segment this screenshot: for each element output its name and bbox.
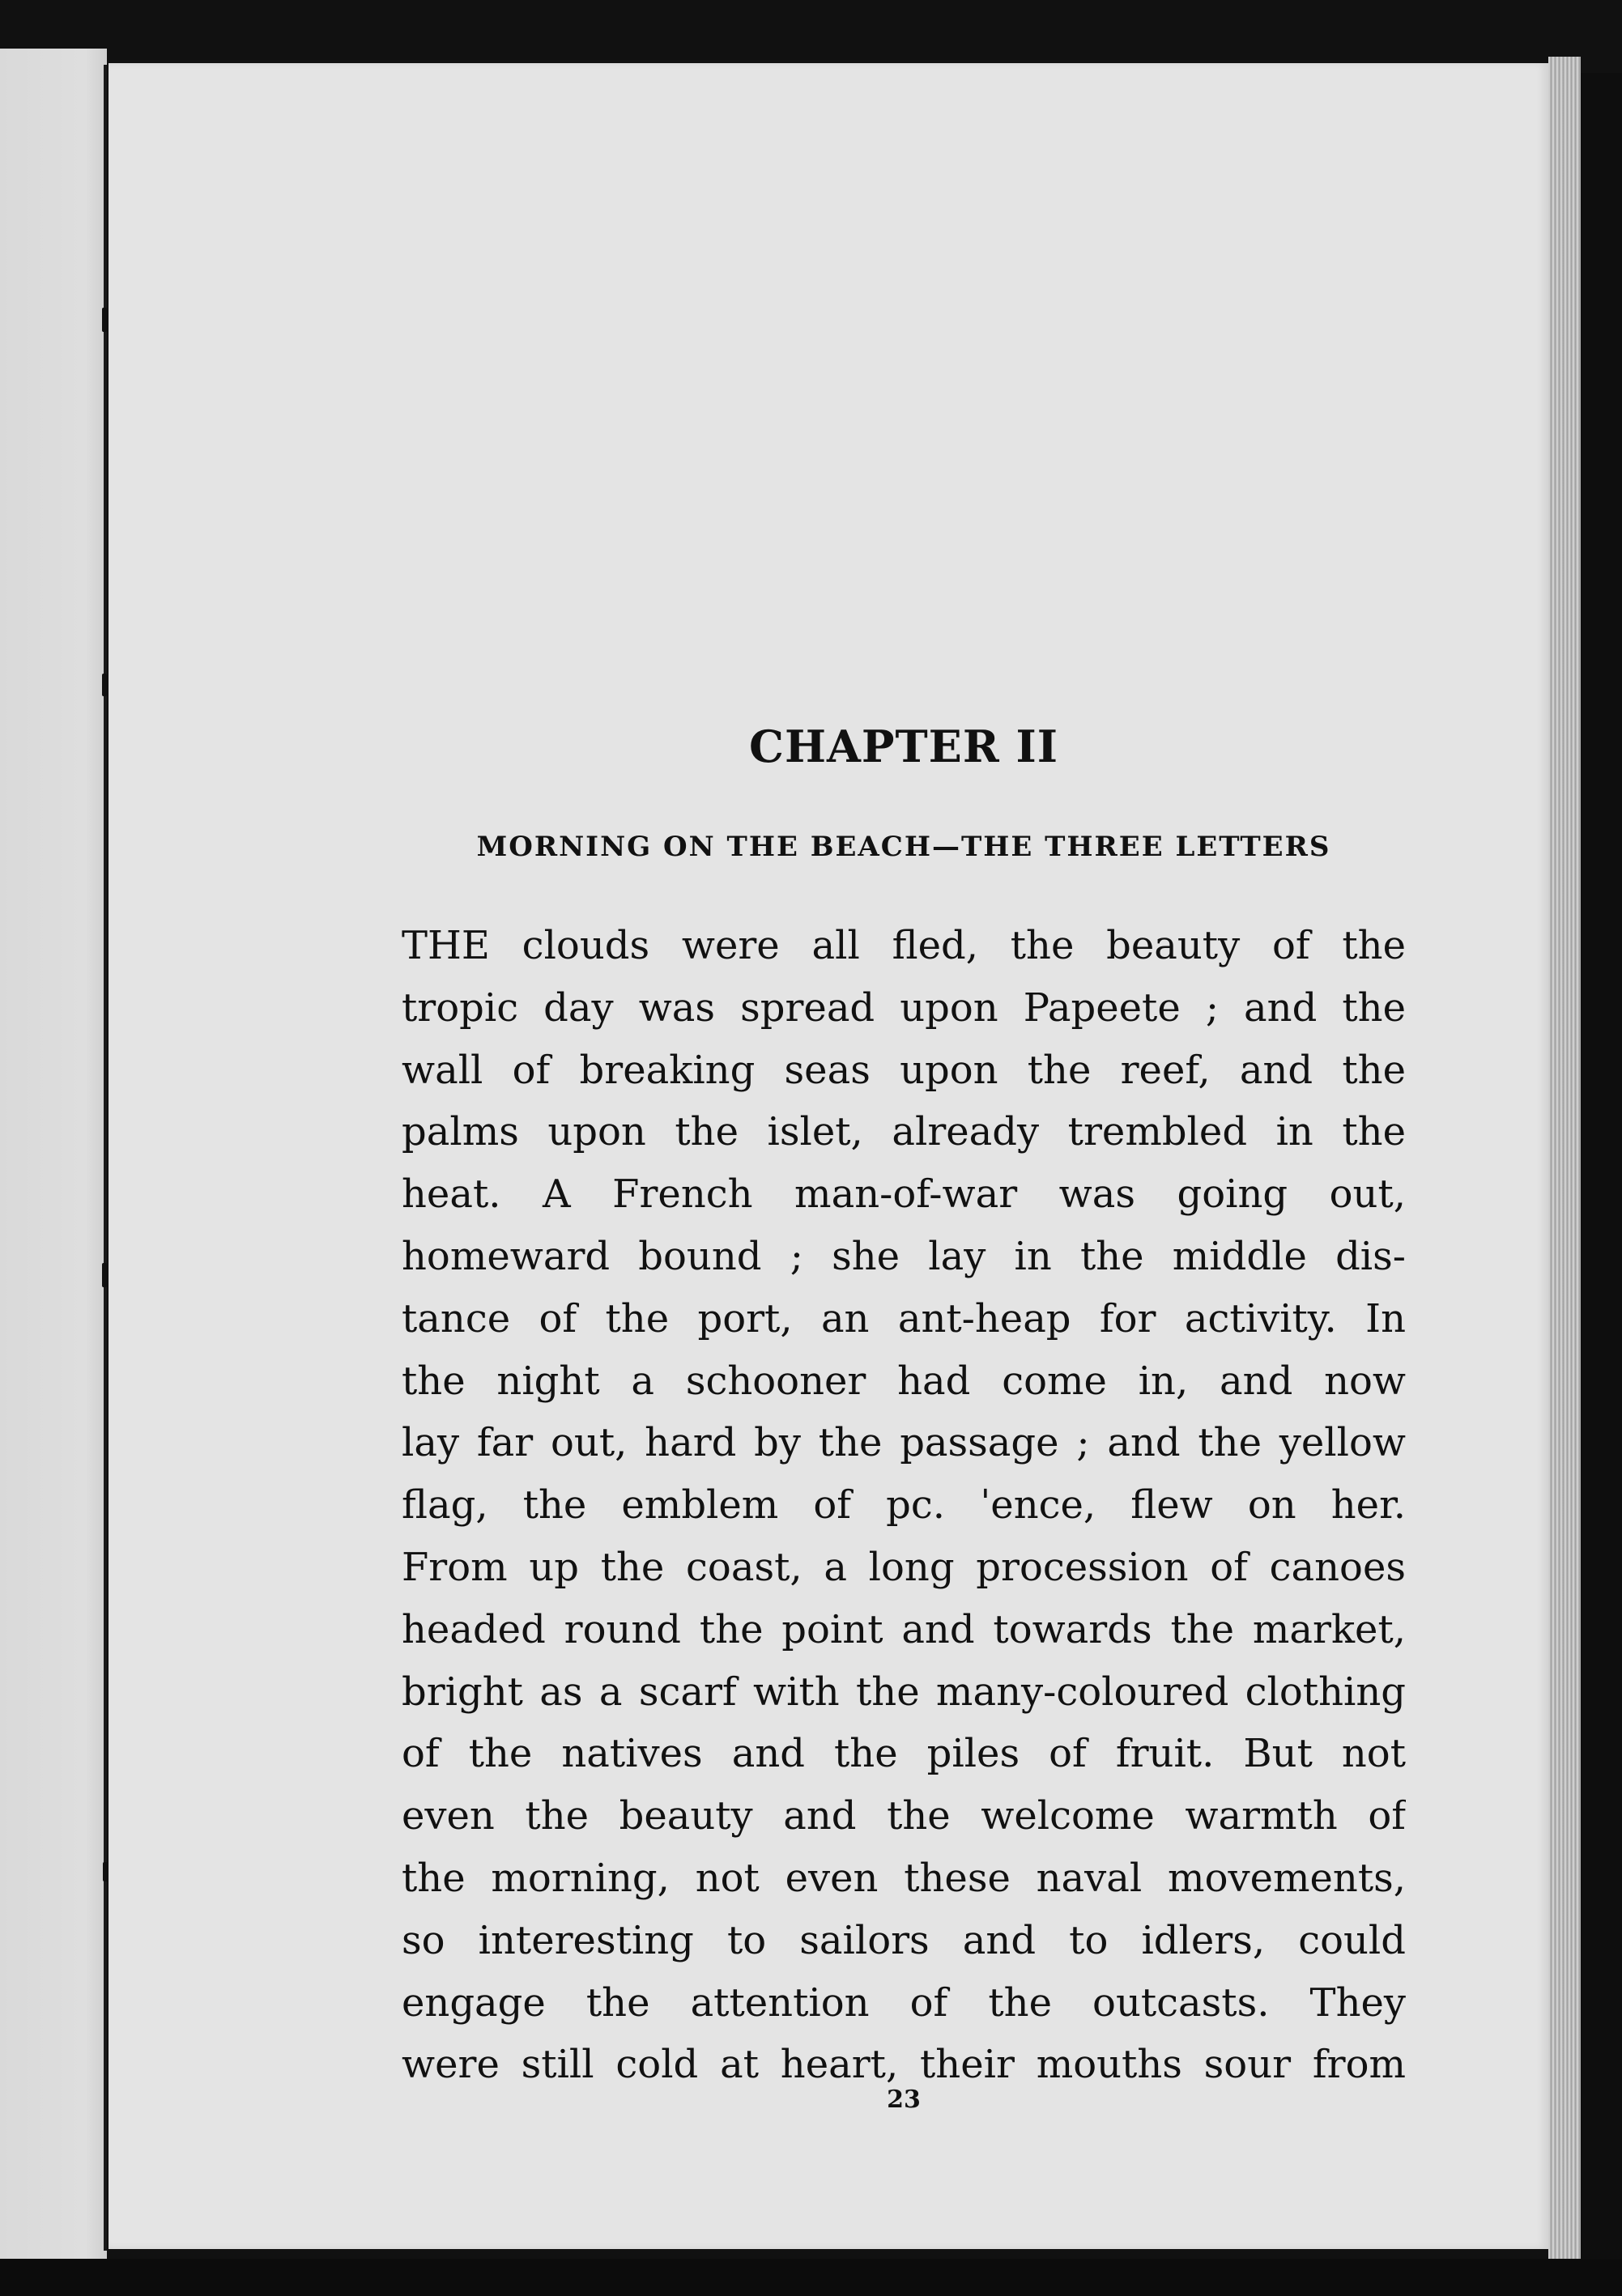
facing-page-edge — [0, 49, 107, 2267]
text-line: homeward bound ; she lay in the middle dis- — [402, 1233, 1406, 1279]
page-number: 23 — [887, 2086, 921, 2114]
text-line: of the natives and the piles of fruit. But not — [402, 1731, 1406, 1777]
text-line: lay far out, hard by the passage ; and the yellow — [402, 1420, 1406, 1466]
chapter-title: CHAPTER II — [748, 721, 1059, 772]
page-stack-edge — [1548, 57, 1581, 2259]
text-line: headed round the point and towards the market, — [402, 1606, 1406, 1652]
text-line: the night a schooner had come in, and now — [402, 1358, 1406, 1404]
body-text — [402, 915, 1406, 2096]
text-line: engage the attention of the outcasts. They — [402, 1979, 1406, 2026]
text-line: flag, the emblem of pc. ˈence, flew on her. — [402, 1482, 1406, 1529]
binding-shadow — [1581, 73, 1622, 2259]
text-line: bright as a scarf with the many-coloured clothing — [402, 1669, 1406, 1715]
text-line: heat. A French man-of-war was going out, — [402, 1171, 1406, 1218]
gutter-line — [104, 65, 107, 2251]
gutter-mark — [102, 1263, 107, 1287]
text-line: even the beauty and the welcome warmth of — [402, 1793, 1406, 1839]
gutter-mark — [102, 308, 107, 332]
text-line: palms upon the islet, already trembled in the — [402, 1109, 1406, 1155]
text-line: were still cold at heart, their mouths sour from — [402, 2042, 1406, 2088]
chapter-subtitle: MORNING ON THE BEACH—THE THREE LETTERS — [476, 831, 1331, 863]
text-line: the morning, not even these naval movements, — [402, 1855, 1406, 1901]
text-line: tropic day was spread upon Papeete ; and the — [402, 984, 1406, 1031]
gutter-mark — [102, 674, 107, 696]
text-line: tance of the port, an ant-heap for activity. In — [402, 1295, 1406, 1341]
text-line: wall of breaking seas upon the reef, and the — [402, 1047, 1406, 1093]
scan-border — [0, 2259, 1622, 2296]
book-page — [109, 63, 1548, 2249]
gutter-mark — [103, 1862, 108, 1881]
text-line: THE clouds were all fled, the beauty of the — [402, 923, 1406, 968]
text-line: From up the coast, a long procession of canoes — [402, 1544, 1406, 1590]
text-line: so interesting to sailors and to idlers, could — [402, 1917, 1406, 1963]
